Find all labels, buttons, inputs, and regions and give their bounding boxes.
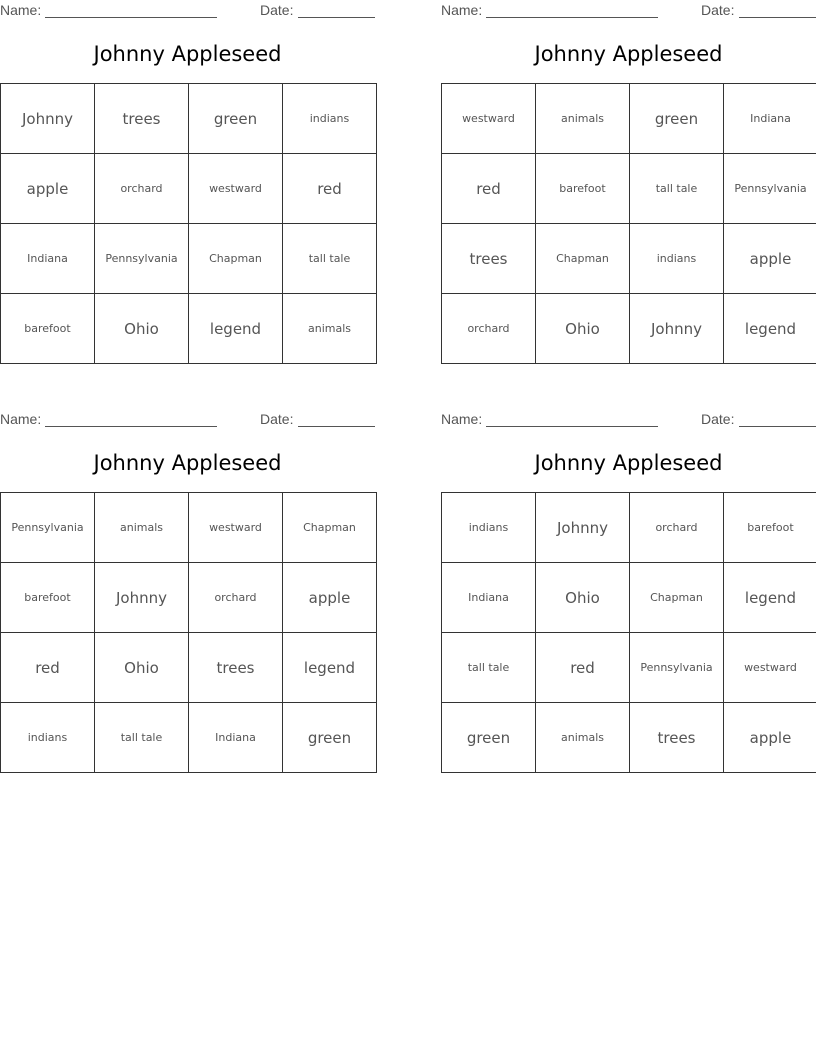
grid-row	[1, 294, 377, 364]
grid-row	[1, 563, 377, 633]
grid-row	[442, 224, 816, 294]
grid-row	[1, 224, 377, 294]
grid-cell: Johnny	[630, 294, 724, 364]
grid-cell: animals	[283, 294, 377, 364]
card-title: Johnny Appleseed	[534, 42, 723, 66]
grid-cell: legend	[283, 633, 377, 703]
grid-cell: legend	[724, 294, 816, 364]
grid-cell: Pennsylvania	[95, 224, 189, 294]
grid-row	[442, 154, 816, 224]
grid-cell: Indiana	[1, 224, 95, 294]
grid-cell: orchard	[630, 493, 724, 563]
grid-row	[1, 84, 377, 154]
grid-cell: Chapman	[283, 493, 377, 563]
name-blank	[486, 17, 658, 18]
bingo-card-1	[0, 0, 375, 365]
bingo-grid	[0, 492, 377, 773]
grid-cell: tall tale	[442, 633, 536, 703]
grid-cell: Chapman	[536, 224, 630, 294]
grid-cell: tall tale	[630, 154, 724, 224]
name-label: Name:	[0, 411, 42, 427]
grid-cell: green	[630, 84, 724, 154]
grid-cell: Pennsylvania	[630, 633, 724, 703]
grid-cell: orchard	[442, 294, 536, 364]
grid-cell: Chapman	[189, 224, 283, 294]
grid-cell: apple	[283, 563, 377, 633]
grid-cell: apple	[724, 703, 816, 773]
bingo-grid	[441, 492, 816, 773]
grid-cell: orchard	[95, 154, 189, 224]
grid-cell: Ohio	[536, 563, 630, 633]
grid-cell: indians	[1, 703, 95, 773]
grid-cell: red	[536, 633, 630, 703]
name-label: Name:	[441, 2, 483, 18]
date-label: Date:	[701, 411, 735, 427]
grid-cell: animals	[536, 84, 630, 154]
date-blank	[298, 426, 375, 427]
grid-row	[1, 633, 377, 703]
grid-cell: animals	[95, 493, 189, 563]
grid-cell: legend	[724, 563, 816, 633]
grid-row	[442, 294, 816, 364]
date-label: Date:	[260, 411, 294, 427]
name-blank	[486, 426, 658, 427]
name-date-line	[441, 411, 816, 429]
name-date-line	[441, 2, 816, 20]
grid-cell: indians	[442, 493, 536, 563]
grid-cell: apple	[1, 154, 95, 224]
grid-cell: westward	[189, 154, 283, 224]
grid-cell: Ohio	[95, 294, 189, 364]
grid-row	[442, 84, 816, 154]
card-title: Johnny Appleseed	[534, 451, 723, 475]
grid-row	[1, 703, 377, 773]
grid-cell: indians	[630, 224, 724, 294]
grid-cell: barefoot	[724, 493, 816, 563]
grid-cell: barefoot	[536, 154, 630, 224]
bingo-card-3	[0, 409, 375, 774]
grid-cell: apple	[724, 224, 816, 294]
grid-cell: westward	[189, 493, 283, 563]
bingo-card-4	[441, 409, 816, 774]
grid-cell: trees	[630, 703, 724, 773]
grid-cell: trees	[189, 633, 283, 703]
grid-cell: Indiana	[442, 563, 536, 633]
name-date-line	[0, 411, 375, 429]
grid-cell: red	[442, 154, 536, 224]
date-blank	[739, 17, 816, 18]
grid-cell: Chapman	[630, 563, 724, 633]
grid-row	[1, 493, 377, 563]
grid-row	[442, 493, 816, 563]
grid-cell: green	[189, 84, 283, 154]
grid-cell: Ohio	[536, 294, 630, 364]
grid-cell: red	[1, 633, 95, 703]
grid-cell: Pennsylvania	[724, 154, 816, 224]
card-title: Johnny Appleseed	[93, 451, 282, 475]
grid-row	[442, 633, 816, 703]
date-blank	[298, 17, 375, 18]
grid-cell: Ohio	[95, 633, 189, 703]
date-label: Date:	[260, 2, 294, 18]
bingo-grid	[441, 83, 816, 364]
name-label: Name:	[0, 2, 42, 18]
grid-cell: barefoot	[1, 294, 95, 364]
grid-cell: Johnny	[536, 493, 630, 563]
bingo-grid	[0, 83, 377, 364]
grid-cell: indians	[283, 84, 377, 154]
grid-row	[1, 154, 377, 224]
date-blank	[739, 426, 816, 427]
name-label: Name:	[441, 411, 483, 427]
name-blank	[45, 17, 217, 18]
name-date-line	[0, 2, 375, 20]
grid-cell: westward	[442, 84, 536, 154]
grid-cell: barefoot	[1, 563, 95, 633]
grid-cell: legend	[189, 294, 283, 364]
grid-cell: green	[283, 703, 377, 773]
grid-cell: Pennsylvania	[1, 493, 95, 563]
date-label: Date:	[701, 2, 735, 18]
grid-cell: animals	[536, 703, 630, 773]
grid-cell: red	[283, 154, 377, 224]
grid-cell: westward	[724, 633, 816, 703]
grid-row	[442, 563, 816, 633]
grid-cell: Indiana	[189, 703, 283, 773]
grid-cell: trees	[442, 224, 536, 294]
grid-cell: Indiana	[724, 84, 816, 154]
grid-cell: orchard	[189, 563, 283, 633]
card-title: Johnny Appleseed	[93, 42, 282, 66]
grid-cell: Johnny	[95, 563, 189, 633]
name-blank	[45, 426, 217, 427]
bingo-card-2	[441, 0, 816, 365]
grid-cell: tall tale	[283, 224, 377, 294]
grid-cell: trees	[95, 84, 189, 154]
grid-row	[442, 703, 816, 773]
grid-cell: Johnny	[1, 84, 95, 154]
grid-cell: tall tale	[95, 703, 189, 773]
grid-cell: green	[442, 703, 536, 773]
